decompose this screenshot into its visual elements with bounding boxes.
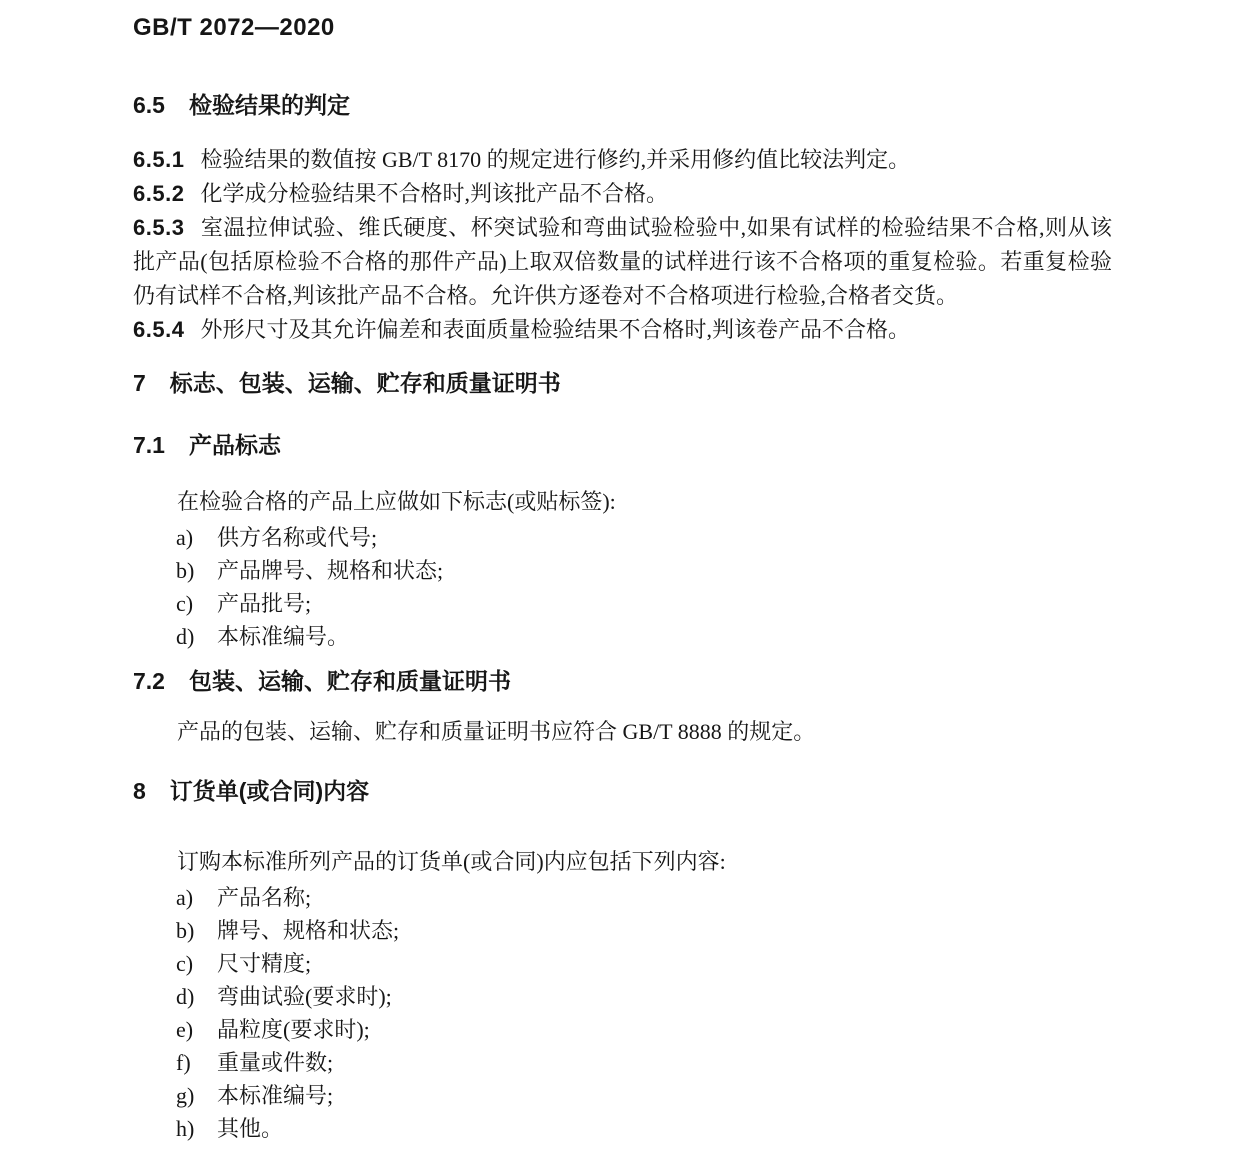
clause-6-5-3 <box>133 211 1112 313</box>
list-letter: e) <box>176 1017 194 1042</box>
clause-text: 室温拉伸试验、维氏硬度、杯突试验和弯曲试验检验中,如果有试样的检验结果不合格,则从该批产品(包括原检验不合格的那件产品)上取双倍数量的试样进行该不合格项的重复检验。若重复检验仍有试样不合格,判该批产品不合格。允许供方逐卷对不合格项进行检验,合格者交货。 <box>133 215 1112 308</box>
heading-title: 产品标志 <box>188 432 281 458</box>
clause-6-5-4 <box>133 313 1112 347</box>
clause-6-5-1 <box>133 143 1112 177</box>
list-letter: b) <box>176 918 195 943</box>
list-text: 本标准编号。 <box>217 624 350 649</box>
list-item <box>133 1112 1112 1145</box>
heading-title: 包装、运输、贮存和质量证明书 <box>188 668 511 694</box>
list-item <box>133 587 1112 620</box>
list-item <box>133 914 1112 947</box>
heading-8 <box>133 778 1112 804</box>
heading-number: 7.1 <box>133 432 165 458</box>
clause-text: 化学成分检验结果不合格时,判该批产品不合格。 <box>200 181 668 206</box>
heading-7-1 <box>133 432 1112 458</box>
standard-number: GB/T 2072—2020 <box>133 14 335 41</box>
heading-number: 7.2 <box>133 668 165 694</box>
heading-number: 8 <box>133 778 146 804</box>
list-text: 其他。 <box>217 1116 284 1141</box>
list-item <box>133 521 1112 554</box>
heading-7-2 <box>133 668 1112 694</box>
list-8 <box>133 881 1112 1145</box>
clause-number: 6.5.2 <box>133 181 185 206</box>
paragraph-8-intro: 订购本标准所列产品的订货单(或合同)内应包括下列内容: <box>177 849 726 874</box>
list-7-1 <box>133 521 1112 653</box>
list-item <box>133 947 1112 980</box>
list-item <box>133 554 1112 587</box>
heading-number: 7 <box>133 370 146 396</box>
list-letter: f) <box>176 1050 191 1075</box>
heading-7 <box>133 370 1112 396</box>
heading-title: 检验结果的判定 <box>188 92 350 118</box>
list-text: 产品批号; <box>217 591 312 616</box>
list-text: 晶粒度(要求时); <box>217 1017 370 1042</box>
list-letter: c) <box>176 951 194 976</box>
list-letter: a) <box>176 885 194 910</box>
list-text: 弯曲试验(要求时); <box>217 984 392 1009</box>
clause-text: 外形尺寸及其允许偏差和表面质量检验结果不合格时,判该卷产品不合格。 <box>200 317 910 342</box>
clause-text: 检验结果的数值按 GB/T 8170 的规定进行修约,并采用修约值比较法判定。 <box>200 147 911 172</box>
list-text: 牌号、规格和状态; <box>217 918 400 943</box>
list-text: 尺寸精度; <box>217 951 312 976</box>
list-item <box>133 980 1112 1013</box>
clause-number: 6.5.1 <box>133 147 185 172</box>
heading-number: 6.5 <box>133 92 165 118</box>
list-letter: g) <box>176 1083 195 1108</box>
heading-title: 标志、包装、运输、贮存和质量证明书 <box>169 370 561 396</box>
list-item <box>133 1013 1112 1046</box>
list-item <box>133 881 1112 914</box>
list-text: 本标准编号; <box>217 1083 334 1108</box>
paragraph-7-2: 产品的包装、运输、贮存和质量证明书应符合 GB/T 8888 的规定。 <box>177 719 816 744</box>
heading-title: 订货单(或合同)内容 <box>169 778 370 804</box>
clause-number: 6.5.3 <box>133 215 185 240</box>
clause-6-5-2 <box>133 177 1112 211</box>
list-item <box>133 1079 1112 1112</box>
list-item <box>133 620 1112 653</box>
list-text: 重量或件数; <box>217 1050 334 1075</box>
list-letter: d) <box>176 984 195 1009</box>
clause-group-6-5 <box>133 143 1112 347</box>
list-item <box>133 1046 1112 1079</box>
list-text: 供方名称或代号; <box>217 525 378 550</box>
list-letter: a) <box>176 525 194 550</box>
list-letter: d) <box>176 624 195 649</box>
list-letter: c) <box>176 591 194 616</box>
list-text: 产品牌号、规格和状态; <box>217 558 444 583</box>
list-letter: h) <box>176 1116 195 1141</box>
list-letter: b) <box>176 558 195 583</box>
heading-6-5 <box>133 92 1112 118</box>
list-text: 产品名称; <box>217 885 312 910</box>
paragraph-7-1-intro: 在检验合格的产品上应做如下标志(或贴标签): <box>177 489 616 514</box>
clause-number: 6.5.4 <box>133 317 185 342</box>
